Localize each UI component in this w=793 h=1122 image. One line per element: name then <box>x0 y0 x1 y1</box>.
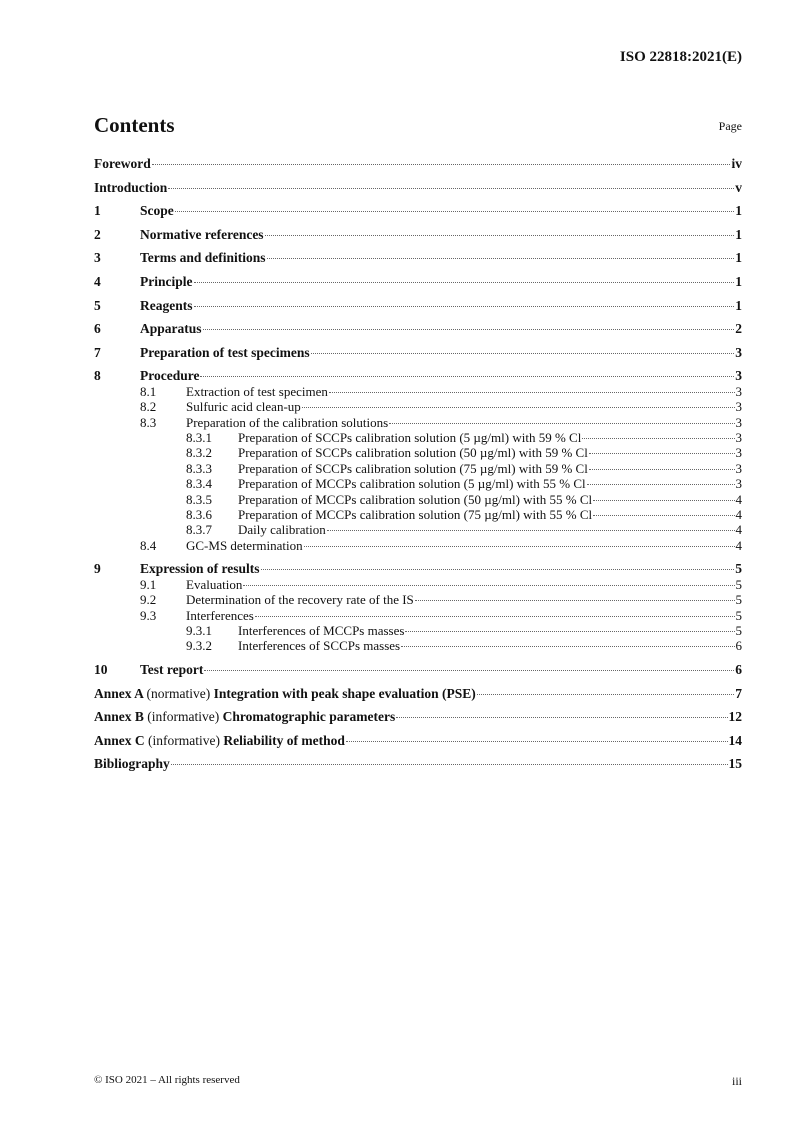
toc-entry[interactable] <box>94 399 742 414</box>
toc-entry-title[interactable] <box>94 709 395 724</box>
annex-title: Chromatographic parameters <box>222 709 396 725</box>
toc-entry-number: 8.3.1 <box>186 429 212 445</box>
toc-entry-title[interactable] <box>94 686 476 701</box>
toc-entry[interactable] <box>94 298 742 313</box>
toc-entry[interactable] <box>94 445 742 460</box>
toc-entry-page[interactable]: 4 <box>735 507 742 522</box>
dot-leader <box>261 569 735 570</box>
dot-leader <box>593 500 734 501</box>
toc-entry-title[interactable]: Extraction of test specimen <box>186 383 328 399</box>
dot-leader <box>304 546 735 547</box>
toc-entry-title[interactable]: Reagents <box>140 297 193 313</box>
toc-entry[interactable] <box>94 384 742 399</box>
toc-entry-title[interactable]: Scope <box>140 203 174 219</box>
dot-leader <box>401 646 734 647</box>
toc-entry-number: 9.3.1 <box>186 623 212 639</box>
toc-entry-page[interactable]: 3 <box>735 399 742 415</box>
toc-entry-number: 2 <box>94 226 101 242</box>
toc-entry-number: 10 <box>94 662 108 678</box>
dot-leader <box>204 670 734 671</box>
toc-entry-number: 4 <box>94 273 101 289</box>
toc-entry-title[interactable]: Apparatus <box>140 321 202 337</box>
page-column-label: Page <box>718 119 742 133</box>
toc-entry[interactable] <box>94 345 742 360</box>
toc-entry-page[interactable]: 15 <box>728 756 742 772</box>
toc-entry-title[interactable]: Preparation of MCCPs calibration solution (50 µg/ml) with 55 % Cl <box>238 491 593 507</box>
toc-entry-number: 9.2 <box>140 592 157 608</box>
dot-leader <box>171 764 728 765</box>
toc-entry-title[interactable]: Preparation of the calibration solutions <box>186 414 389 430</box>
dot-leader <box>311 353 735 354</box>
toc-entry-title[interactable]: Interferences <box>186 607 254 623</box>
dot-leader <box>267 258 735 259</box>
toc-entry-number: 9.3 <box>140 607 157 623</box>
toc-entry-title[interactable]: Test report <box>140 662 204 678</box>
toc-entry-page[interactable]: 3 <box>735 460 742 476</box>
dot-leader <box>327 530 735 531</box>
dot-leader <box>168 188 734 189</box>
toc-entry[interactable] <box>94 623 742 638</box>
toc-entry-page[interactable]: 4 <box>735 537 742 553</box>
dot-leader <box>175 211 735 212</box>
toc-entry-number: 5 <box>94 297 101 313</box>
dot-leader <box>346 741 728 742</box>
toc-entry-title[interactable]: GC-MS determination <box>186 537 303 553</box>
toc-entry-page[interactable]: 1 <box>735 226 742 242</box>
toc-entry-page[interactable]: 5 <box>735 561 742 577</box>
toc-entry-number: 8.3.2 <box>186 445 212 461</box>
toc-entry[interactable] <box>94 180 742 195</box>
toc-entry-number: 9.3.2 <box>186 638 212 654</box>
toc-entry-title[interactable]: Preparation of SCCPs calibration solution (75 µg/ml) with 59 % Cl <box>238 460 588 476</box>
toc-entry-number: 1 <box>94 203 101 219</box>
toc-entry-title[interactable]: Principle <box>140 273 193 289</box>
toc-entry[interactable] <box>94 461 742 476</box>
toc-entry[interactable] <box>94 492 742 507</box>
toc-entry[interactable] <box>94 638 742 653</box>
toc-entry[interactable] <box>94 608 742 623</box>
toc-entry[interactable] <box>94 203 742 218</box>
toc-entry-page[interactable]: 5 <box>735 623 742 639</box>
dot-leader <box>152 164 731 165</box>
toc-entry-title[interactable]: Preparation of MCCPs calibration solution (75 µg/ml) with 55 % Cl <box>238 507 593 522</box>
toc-entry-page[interactable]: 1 <box>735 297 742 313</box>
toc-entry-title[interactable]: Determination of the recovery rate of the IS <box>186 592 414 608</box>
toc-entry-number: 3 <box>94 250 101 266</box>
page-number: iii <box>731 1074 742 1088</box>
toc-entry-page[interactable]: 5 <box>735 576 742 592</box>
toc-entry-number: 8 <box>94 368 101 384</box>
dot-leader <box>302 407 735 408</box>
toc-entry-page[interactable]: 3 <box>735 445 742 461</box>
toc-entry[interactable] <box>94 662 742 677</box>
toc-entry-number: 8.3.7 <box>186 522 212 538</box>
dot-leader <box>396 717 727 718</box>
toc-entry[interactable] <box>94 227 742 242</box>
toc-entry-title[interactable]: Normative references <box>140 226 264 242</box>
toc-entry-page[interactable]: 12 <box>728 709 742 725</box>
toc-entry-number: 8.1 <box>140 383 157 399</box>
toc-entry-number: 8.3.6 <box>186 507 212 522</box>
toc-entry[interactable] <box>94 538 742 553</box>
dot-leader <box>255 616 735 617</box>
dot-leader <box>415 600 735 601</box>
toc-entry-page[interactable]: 1 <box>735 250 742 266</box>
dot-leader <box>194 306 735 307</box>
toc-entry[interactable] <box>94 368 742 383</box>
toc-entry-title[interactable]: Sulfuric acid clean-up <box>186 399 301 415</box>
toc-entry[interactable] <box>94 522 742 537</box>
toc-entry-page[interactable]: 3 <box>735 429 742 445</box>
toc-entry-number: 8.3.3 <box>186 460 212 476</box>
toc-entry[interactable] <box>94 592 742 607</box>
toc-entry-title[interactable]: Evaluation <box>186 576 243 592</box>
toc-entry-title[interactable]: Procedure <box>140 368 200 384</box>
toc-entry-page[interactable]: 5 <box>735 607 742 623</box>
toc-entry-page[interactable]: 3 <box>735 414 742 430</box>
toc-entry[interactable] <box>94 274 742 289</box>
dot-leader <box>200 376 734 377</box>
dot-leader <box>589 469 735 470</box>
dot-leader <box>587 484 735 485</box>
toc-entry[interactable] <box>94 686 742 701</box>
toc-entry[interactable] <box>94 577 742 592</box>
toc-entry-title[interactable]: Bibliography <box>94 756 170 772</box>
contents-title: Contents <box>94 113 175 137</box>
dot-leader <box>589 453 735 454</box>
annex-type: (informative) <box>148 732 220 748</box>
toc-entry[interactable] <box>94 507 742 522</box>
toc-entry[interactable] <box>94 321 742 336</box>
toc-entry[interactable] <box>94 756 742 771</box>
toc-entry-page[interactable]: 2 <box>735 321 742 337</box>
annex-label: Annex B <box>94 709 144 725</box>
toc-entry-page[interactable]: 1 <box>735 203 742 219</box>
annex-title: Reliability of method <box>223 732 345 748</box>
toc-entry-page[interactable]: 4 <box>735 522 742 538</box>
toc-entry-title[interactable]: Terms and definitions <box>140 250 266 266</box>
dot-leader <box>477 694 734 695</box>
toc-entry-number: 8.3 <box>140 414 157 430</box>
toc-entry[interactable] <box>94 250 742 265</box>
toc-entry-number: 6 <box>94 321 101 337</box>
toc-entry[interactable] <box>94 561 742 576</box>
toc-entry-title[interactable] <box>94 733 345 748</box>
toc-entry-page[interactable]: 5 <box>735 592 742 608</box>
toc-entry-title[interactable]: Preparation of SCCPs calibration solution (50 µg/ml) with 59 % Cl <box>238 445 588 461</box>
toc-entry-page[interactable]: 3 <box>735 383 742 399</box>
toc-entry-title[interactable]: Foreword <box>94 156 151 171</box>
toc-entry-number: 9 <box>94 561 101 577</box>
dot-leader <box>389 423 734 424</box>
dot-leader <box>329 392 735 393</box>
toc-entry-title[interactable]: Introduction <box>94 179 168 195</box>
copyright-footer: © ISO 2021 – All rights reserved <box>94 1074 240 1086</box>
toc-entry-number: 7 <box>94 344 101 360</box>
dot-leader <box>405 631 734 632</box>
toc-entry-number: 8.3.5 <box>186 491 212 507</box>
toc-entry-page[interactable]: 3 <box>735 344 742 360</box>
annex-label: Annex A <box>94 685 144 701</box>
toc-entry-title[interactable]: Interferences of SCCPs masses <box>238 638 401 654</box>
toc-entry-title[interactable]: Preparation of MCCPs calibration solution (5 µg/ml) with 55 % Cl <box>238 476 586 492</box>
dot-leader <box>265 235 735 236</box>
dot-leader <box>243 585 734 586</box>
toc-entry-number: 8.3.4 <box>186 476 212 492</box>
toc-entry-title[interactable]: Preparation of SCCPs calibration solution (5 µg/ml) with 59 % Cl <box>238 429 582 445</box>
toc-entry-title[interactable]: Interferences of MCCPs masses <box>238 623 405 639</box>
toc-entry-page[interactable]: 7 <box>735 685 742 701</box>
toc-entry-page[interactable]: 1 <box>735 273 742 289</box>
toc-entry-page[interactable]: v <box>735 179 742 195</box>
toc-entry[interactable] <box>94 156 742 171</box>
toc-entry-page[interactable]: iv <box>731 156 742 171</box>
annex-type: (informative) <box>147 709 220 725</box>
table-of-contents <box>94 156 742 772</box>
toc-entry-page[interactable]: 6 <box>735 662 742 678</box>
dot-leader <box>194 282 735 283</box>
toc-entry[interactable] <box>94 415 742 430</box>
toc-entry-page[interactable]: 14 <box>728 732 742 748</box>
toc-entry-page[interactable]: 4 <box>735 491 742 507</box>
toc-entry-number: 8.2 <box>140 399 157 415</box>
toc-entry-page[interactable]: 3 <box>735 476 742 492</box>
toc-entry-page[interactable]: 3 <box>735 368 742 384</box>
toc-entry[interactable] <box>94 733 742 748</box>
toc-entry-title[interactable]: Daily calibration <box>238 522 326 538</box>
toc-entry[interactable] <box>94 709 742 724</box>
toc-entry-number: 8.4 <box>140 537 157 553</box>
toc-entry-title[interactable]: Preparation of test specimens <box>140 344 310 360</box>
toc-entry[interactable] <box>94 476 742 491</box>
toc-entry-title[interactable]: Expression of results <box>140 561 260 577</box>
annex-type: (normative) <box>146 685 211 701</box>
document-id: ISO 22818:2021(E) <box>619 49 742 65</box>
toc-entry[interactable] <box>94 430 742 445</box>
dot-leader <box>203 329 735 330</box>
annex-title: Integration with peak shape evaluation (PSE) <box>213 685 476 701</box>
dot-leader <box>582 438 734 439</box>
toc-entry-page[interactable]: 6 <box>735 638 742 654</box>
annex-label: Annex C <box>94 732 145 748</box>
toc-entry-number: 9.1 <box>140 576 157 592</box>
dot-leader <box>593 515 734 516</box>
